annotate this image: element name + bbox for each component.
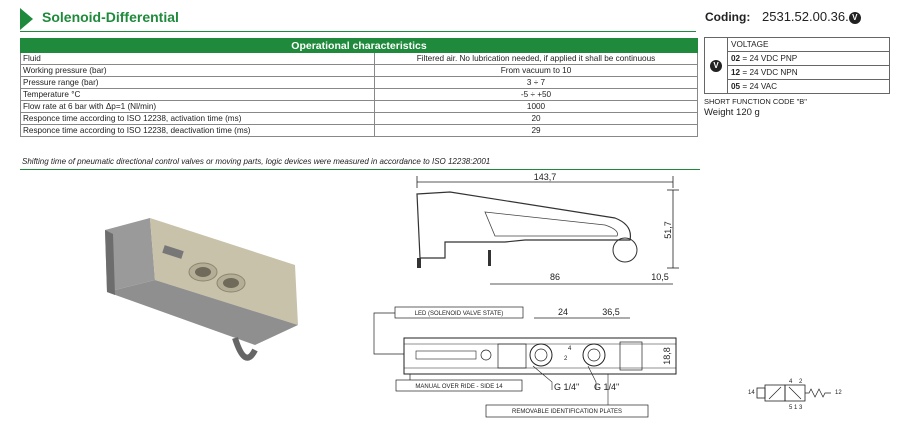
row-value: 3 ÷ 7 (375, 77, 698, 89)
voltage-badge-cell (705, 38, 728, 94)
table-row (21, 53, 698, 65)
voltage-code: 05 (731, 82, 741, 91)
weight-value: Weight 120 g (704, 107, 760, 118)
pneumatic-symbol (745, 375, 855, 415)
label-manual: MANUAL OVER RIDE - SIDE 14 (415, 384, 503, 390)
side-view-drawing (405, 170, 695, 285)
symbol-port-4: 4 (789, 379, 793, 385)
coding-number: 2531.52.00.36. (762, 9, 849, 24)
table-row (21, 65, 698, 77)
row-label: Pressure range (bar) (21, 77, 375, 89)
valve-photo (95, 210, 310, 375)
row-label: Temperature °C (21, 89, 375, 101)
dim-length: 143,7 (533, 172, 557, 182)
voltage-code: 12 (731, 68, 741, 77)
operational-characteristics-table (20, 38, 698, 137)
voltage-option (705, 80, 890, 94)
row-value: From vacuum to 10 (375, 65, 698, 77)
row-value: Filtered air. No lubrication needed, if applied it shall be continuous (375, 53, 698, 65)
table-row (21, 101, 698, 113)
dim-36-5: 36,5 (602, 307, 620, 317)
coding-label: Coding: (705, 10, 751, 24)
row-value: -5 ÷ +50 (375, 89, 698, 101)
symbol-port-2: 2 (799, 379, 803, 385)
coding-value (762, 9, 861, 24)
table-row (21, 89, 698, 101)
voltage-title: VOLTAGE (728, 38, 890, 52)
table-title: Operational characteristics (21, 39, 698, 53)
port-right-thread: G 1/4" (594, 382, 620, 392)
coding-v-badge: V (849, 12, 861, 24)
port-4-label: 4 (568, 346, 572, 352)
dim-86: 86 (549, 272, 561, 282)
dim-24: 24 (557, 307, 569, 317)
port-2-label: 2 (564, 356, 568, 362)
row-label: Fluid (21, 53, 375, 65)
dim-height: 51,7 (663, 221, 673, 239)
voltage-code: 02 (731, 54, 741, 63)
symbol-port-14: 14 (748, 390, 755, 396)
header-arrow-icon (20, 8, 33, 30)
section-header (20, 8, 696, 30)
table-row (21, 113, 698, 125)
table-row (21, 77, 698, 89)
dim-10-5: 10,5 (651, 272, 669, 282)
symbol-ports-bottom: 5 1 3 (789, 405, 803, 411)
voltage-desc: = 24 VDC PNP (742, 54, 798, 63)
dim-18-8: 18,8 (662, 347, 672, 365)
voltage-table (704, 37, 890, 94)
voltage-option (705, 52, 890, 66)
port-left-thread: G 1/4" (554, 382, 580, 392)
top-view-drawing (368, 300, 688, 423)
label-removable: REMOVABLE IDENTIFICATION PLATES (511, 409, 623, 415)
header-rule (20, 31, 696, 32)
row-label: Working pressure (bar) (21, 65, 375, 77)
voltage-v-badge: V (710, 60, 722, 72)
row-value: 29 (375, 125, 698, 137)
short-function-code: SHORT FUNCTION CODE "B" (704, 97, 807, 106)
label-led: LED (SOLENOID VALVE STATE) (414, 311, 504, 317)
row-label: Flow rate at 6 bar with Δp=1 (Nl/min) (21, 101, 375, 113)
iso-note: Shifting time of pneumatic directional control valves or moving parts, logic devices were measured in accordance to ISO 12238:2001 (22, 157, 491, 166)
table-row (21, 125, 698, 137)
product-title: Solenoid-Differential (42, 9, 179, 25)
row-value: 20 (375, 113, 698, 125)
row-label: Responce time according to ISO 12238, deactivation time (ms) (21, 125, 375, 137)
row-value: 1000 (375, 101, 698, 113)
row-label: Responce time according to ISO 12238, activation time (ms) (21, 113, 375, 125)
voltage-desc: = 24 VDC NPN (742, 68, 798, 77)
voltage-desc: = 24 VAC (742, 82, 778, 91)
voltage-option (705, 66, 890, 80)
symbol-port-12: 12 (835, 390, 842, 396)
